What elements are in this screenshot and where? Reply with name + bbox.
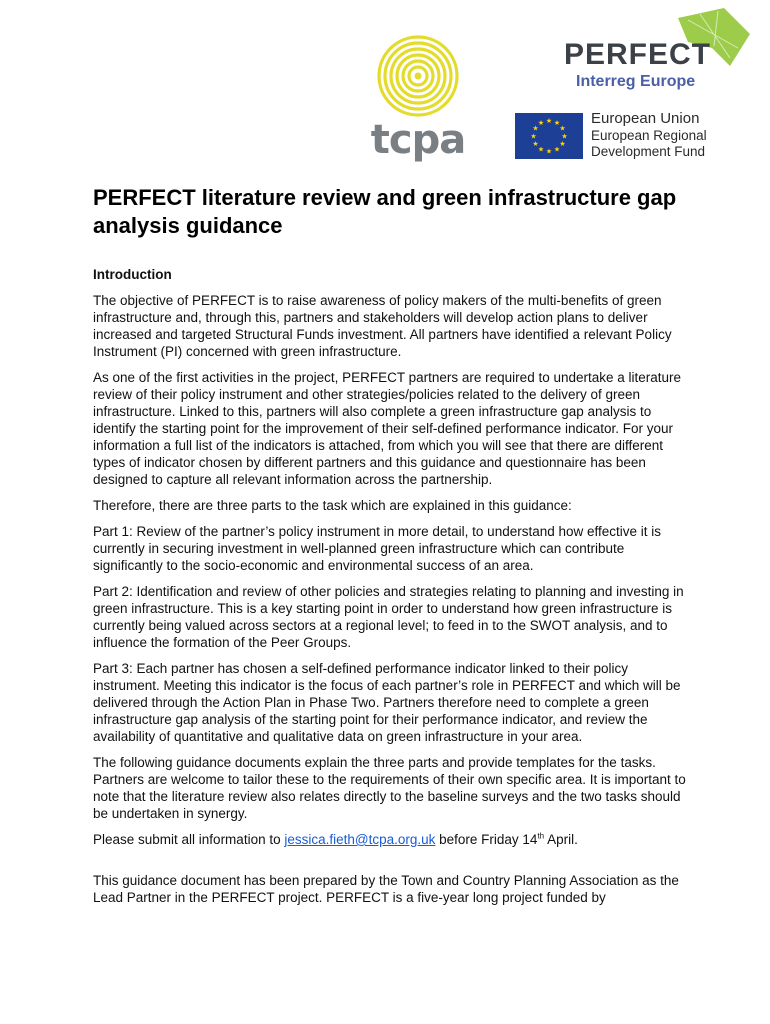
document-body [93,266,693,915]
perfect-wordmark: PERFECT [564,38,712,71]
paragraph-guidance-documents: The following guidance documents explain the three parts and provide templates for the tasks. Partners are welcome to tailor these to the requirements of their own specific area. It is important to note that the literature review also relates directly to the baseline surveys and the two tasks should be undertaken in synergy. [93,755,686,821]
svg-text:★: ★ [545,147,553,156]
section-heading-introduction: Introduction [93,267,172,282]
ordinal-suffix: th [537,831,545,841]
svg-text:★: ★ [553,145,561,154]
eu-line-2: European Regional [591,128,707,143]
tcpa-rings-icon [376,34,460,118]
svg-text:★: ★ [532,124,539,133]
paragraph-closing: This guidance document has been prepared by the Town and Country Planning Association as the Lead Partner in the PERFECT project. PERFECT is a five-year long project funded by [93,873,679,905]
interreg-wordmark: Interreg Europe [576,73,696,90]
paragraph-part-2: Part 2: Identification and review of other policies and strategies relating to planning and investing in green infrastructure. This is a key starting point in order to understand how green infrastructure is currently being valued across sectors at a regional level; to feed in to the SWOT analysis, and to influence the formation of the Peer Groups. [93,584,684,650]
eu-line-3: Development Fund [591,144,706,159]
submit-text-before: Please submit all information to [93,832,285,847]
svg-text:★: ★ [532,140,539,148]
eu-funding-logo [515,110,755,160]
paragraph-three-parts: Therefore, there are three parts to the task which are explained in this guidance: [93,498,572,513]
submit-text-date: before Friday 14 [435,832,538,847]
submit-text-end: April. [544,832,578,847]
svg-text:★: ★ [561,132,568,141]
paragraph-submit [93,831,693,848]
eu-text [591,110,707,160]
paragraph-first-activities: As one of the first activities in the project, PERFECT partners are required to undertake a literature review of their policy instrument and other strategies/policies related to the delivery of green infrastructure. Linked to this, partners will also complete a green infrastructure gap analysis to identify the starting point for the improvement of their self-defined performance indicator. For your information a full list of the indicators is attached, from which you will see that there are different types of indicator chosen by different partners and this guidance and questionnaire has been designed to capture all relevant information across the partnership. [93,370,682,487]
svg-text:★: ★ [530,132,537,141]
paragraph-part-3: Part 3: Each partner has chosen a self-defined performance indicator linked to their policy instrument. Meeting this indicator is the focus of each partner’s role in PERFECT and which will be delivered through the Action Plan in Phase Two. Partners therefore need to complete a green infrastructure gap analysis of the starting point for their performance indicator, and review the availability of quantitative and qualitative data on green infrastructure in your area. [93,661,681,744]
eu-flag-icon [515,113,583,159]
eu-line-1: European Union [591,110,700,127]
email-link[interactable]: jessica.fieth@tcpa.org.uk [284,832,436,847]
svg-text:★: ★ [553,119,561,127]
paragraph-objective: The objective of PERFECT is to raise awareness of policy makers of the multi-benefits of green infrastructure and, through this, partners and stakeholders will develop action plans to deliver increased and targeted Structural Funds investment. All partners have identified a relevant Policy Instrument (PI) concerned with green infrastructure. [93,293,672,359]
svg-text:★: ★ [537,119,545,127]
tcpa-logo [370,34,466,164]
paragraph-part-1: Part 1: Review of the partner’s policy instrument in more detail, to understand how effective it is currently in securing investment in well-planned green infrastructure which can contribute significantly to the socio-economic and environmental success of an area. [93,524,662,573]
svg-text:★: ★ [559,140,566,148]
svg-text:★: ★ [559,124,566,133]
document-title: PERFECT literature review and green infrastructure gap analysis guidance [93,185,677,238]
perfect-logo [560,8,750,98]
svg-text:★: ★ [537,145,545,154]
svg-text:★: ★ [545,117,553,125]
tcpa-wordmark: tcpa [370,117,466,163]
